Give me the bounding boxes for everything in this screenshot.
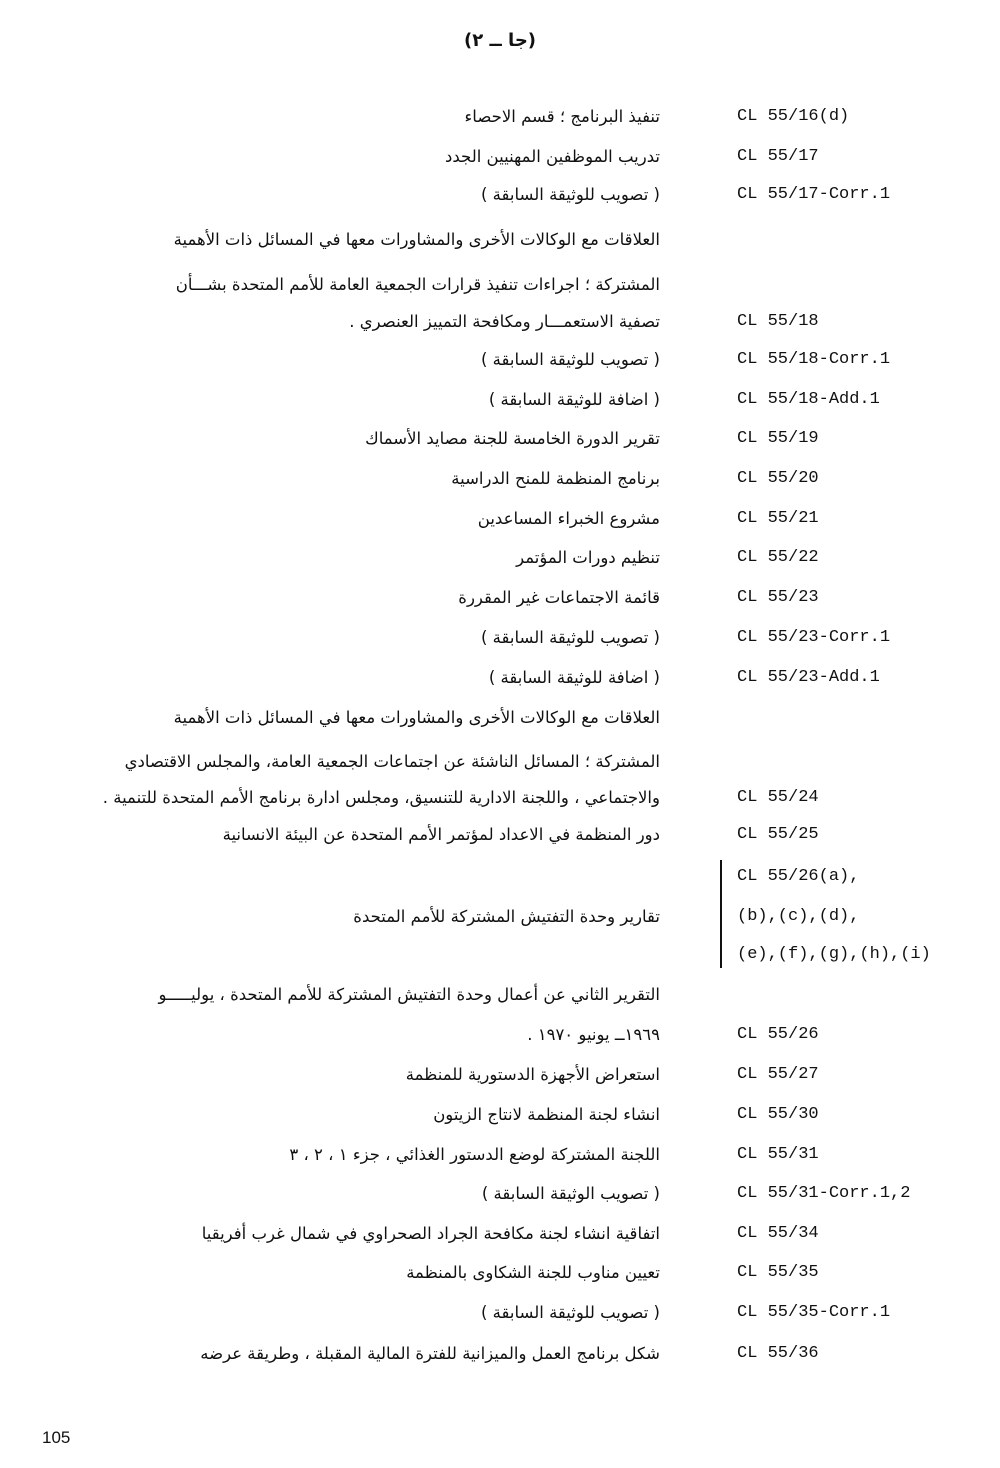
document-code: CL 55/25 <box>737 825 819 844</box>
document-code: CL 55/31 <box>737 1145 819 1164</box>
document-code: CL 55/17-Corr.1 <box>737 185 891 204</box>
document-title: المشتركة ؛ المسائل الناشئة عن اجتماعات الجمعية العامة، والمجلس الاقتصادي <box>124 752 660 771</box>
document-title: برنامج المنظمة للمنح الدراسية <box>451 469 660 488</box>
document-code: CL 55/24 <box>737 788 819 807</box>
document-title: ( تصويب للوثيقة السابقة ) <box>481 1303 660 1322</box>
document-code: CL 55/23-Corr.1 <box>737 628 891 647</box>
document-title: تدريب الموظفين المهنيين الجدد <box>445 147 660 166</box>
document-title: العلاقات مع الوكالات الأخرى والمشاورات معها في المسائل ذات الأهمية <box>173 708 660 727</box>
document-title: ( اضافة للوثيقة السابقة ) <box>488 668 660 687</box>
document-title: والاجتماعي ، واللجنة الادارية للتنسيق، ومجلس ادارة برنامج الأمم المتحدة للتنمية . <box>102 788 660 807</box>
document-title: ( تصويب للوثيقة السابقة ) <box>481 628 660 647</box>
document-code: CL 55/34 <box>737 1224 819 1243</box>
page-number: 105 <box>42 1428 71 1447</box>
document-code: CL 55/26(a), <box>737 867 860 886</box>
document-code: CL 55/17 <box>737 147 819 166</box>
document-code: CL 55/36 <box>737 1344 819 1363</box>
document-title: اتفاقية انشاء لجنة مكافحة الجراد الصحراوي في شمال غرب أفريقيا <box>201 1224 660 1243</box>
document-code: CL 55/23 <box>737 588 819 607</box>
document-code: CL 55/35-Corr.1 <box>737 1303 891 1322</box>
document-title: استعراض الأجهزة الدستورية للمنظمة <box>405 1065 660 1084</box>
document-code: CL 55/22 <box>737 548 819 567</box>
document-code: CL 55/18-Add.1 <box>737 390 880 409</box>
document-title: اللجنة المشتركة لوضع الدستور الغذائي ، جزء ١ ، ٢ ، ٣ <box>289 1145 660 1164</box>
document-title: تعيين مناوب للجنة الشكاوى بالمنظمة <box>406 1263 660 1282</box>
document-title: العلاقات مع الوكالات الأخرى والمشاورات معها في المسائل ذات الأهمية <box>173 230 660 249</box>
document-code: CL 55/23-Add.1 <box>737 668 880 687</box>
page-header: (جا ــ ٢) <box>463 30 537 51</box>
document-title: التقرير الثاني عن أعمال وحدة التفتيش المشتركة للأمم المتحدة ، يوليـــــو <box>158 985 660 1004</box>
document-title: قائمة الاجتماعات غير المقررة <box>458 588 660 607</box>
document-title: ( تصويب للوثيقة السابقة ) <box>481 185 660 204</box>
document-code: CL 55/18-Corr.1 <box>737 350 891 369</box>
document-title: تقارير وحدة التفتيش المشتركة للأمم المتحدة <box>353 907 660 926</box>
document-title: ( تصويب للوثيقة السابقة ) <box>481 350 660 369</box>
document-code: CL 55/16(d) <box>737 107 850 126</box>
document-code: CL 55/27 <box>737 1065 819 1084</box>
document-code: CL 55/30 <box>737 1105 819 1124</box>
document-title: تنظيم دورات المؤتمر <box>516 548 660 567</box>
document-title: ١٩٦٩ــ يونيو ١٩٧٠ . <box>527 1025 660 1044</box>
document-title: المشتركة ؛ اجراءات تنفيذ قرارات الجمعية العامة للأمم المتحدة بشـــأن <box>175 275 660 294</box>
document-title: ( اضافة للوثيقة السابقة ) <box>488 390 660 409</box>
document-title: انشاء لجنة المنظمة لانتاج الزيتون <box>433 1105 660 1124</box>
document-code: (e),(f),(g),(h),(i) <box>737 945 931 964</box>
document-title: ( تصويب الوثيقة السابقة ) <box>481 1184 660 1203</box>
document-code: CL 55/26 <box>737 1025 819 1044</box>
document-code: CL 55/21 <box>737 509 819 528</box>
document-title: تصفية الاستعمـــار ومكافحة التمييز العنصري . <box>349 312 660 331</box>
document-title: مشروع الخبراء المساعدين <box>477 509 660 528</box>
document-code: CL 55/31-Corr.1,2 <box>737 1184 911 1203</box>
document-title: دور المنظمة في الاعداد لمؤتمر الأمم المتحدة عن البيئة الانسانية <box>222 825 660 844</box>
document-title: تنفيذ البرنامج ؛ قسم الاحصاء <box>464 107 660 126</box>
bracket-line <box>720 860 722 968</box>
document-code: CL 55/18 <box>737 312 819 331</box>
document-title: تقرير الدورة الخامسة للجنة مصايد الأسماك <box>365 429 660 448</box>
document-code: CL 55/19 <box>737 429 819 448</box>
document-code: (b),(c),(d), <box>737 907 860 926</box>
document-code: CL 55/35 <box>737 1263 819 1282</box>
document-title: شكل برنامج العمل والميزانية للفترة المالية المقبلة ، وطريقة عرضه <box>200 1344 660 1363</box>
document-code: CL 55/20 <box>737 469 819 488</box>
